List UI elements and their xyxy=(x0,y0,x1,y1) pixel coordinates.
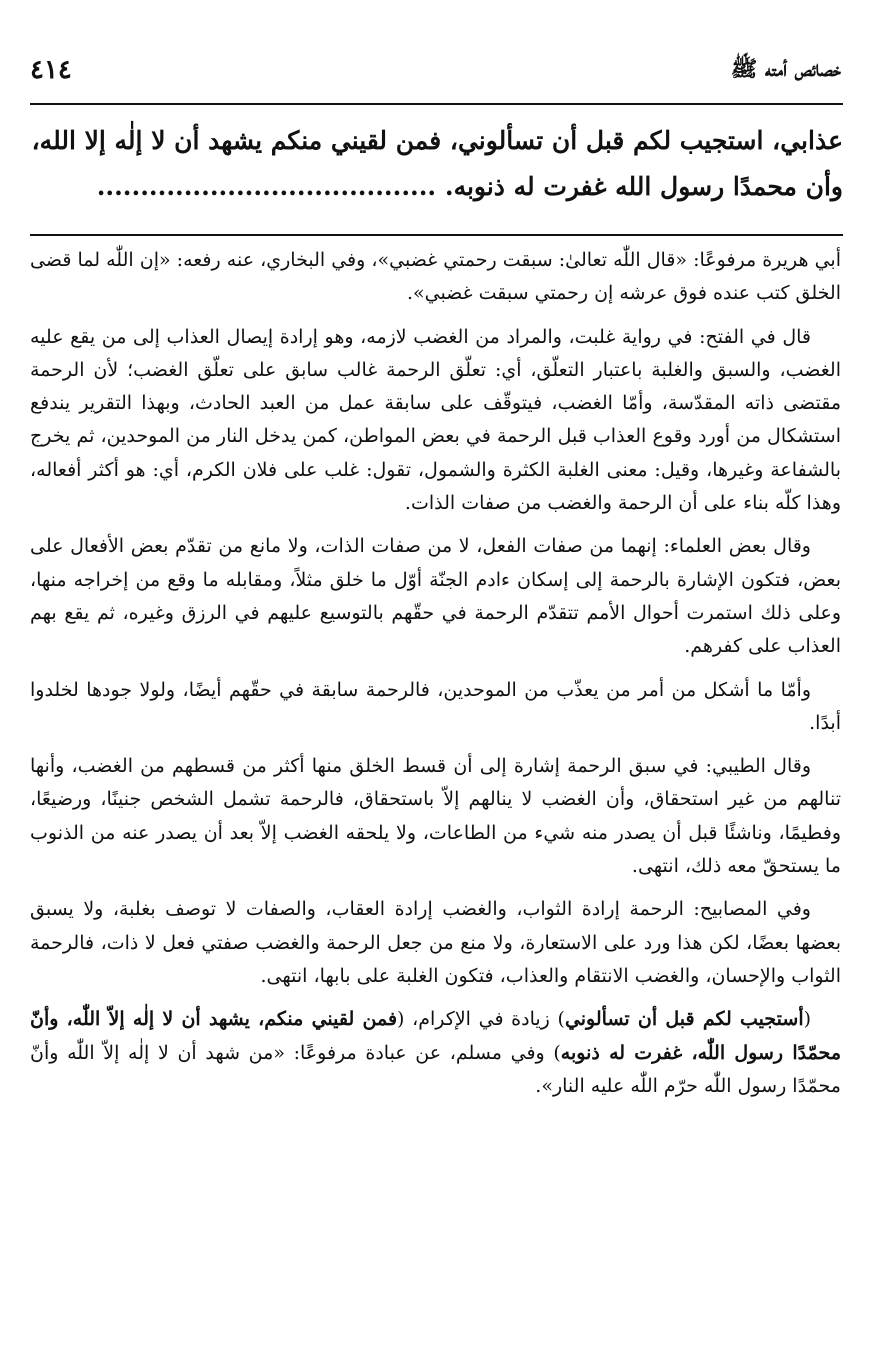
commentary-paragraph: وفي المصابيح: الرحمة إرادة الثواب، والغضب إرادة العقاب، والصفات لا توصف بغلبة، ولا يسبق بعضها بعضًا، لكن هذا ورد على الاستعارة، ولا منع من جعل الرحمة والغضب صفتي فعل لا ذات، فالرحمة الثواب والإحسان، والغضب الانتقام والعذاب، فتكون الغلبة على بابها، انتهى. xyxy=(30,898,841,987)
matn-commentary-divider xyxy=(30,234,843,236)
running-title: خصائص أمته ﷺ xyxy=(730,56,841,82)
commentary-text xyxy=(30,244,841,1113)
header-divider xyxy=(30,103,843,105)
commentary-paragraph: قال في الفتح: في رواية غلبت، والمراد من الغضب لازمه، وهو إرادة إيصال العذاب إلى من يقع عليه الغضب، والسبق والغلبة باعتبار التعلّق، أي: تعلّق الرحمة غالب سابق على تعلّق الغضب؛ لأن الرحمة مقتضى ذاته المقدّسة، وأمّا الغضب، فيتوقّف على سابقة عمل من العبد الحادث، وبهذا التقرير يندفع استشكال من أورد وقوع العذاب قبل الرحمة في بعض المواطن، كمن يدخل النار من الموحدين، ثم يخرج بالشفاعة وغيرها، وقيل: معنى الغلبة الكثرة والشمول، تقول: غلب على فلان الكرم، أي: هو أكثر أفعاله، وهذا كلّه بناء على أن الرحمة والغضب من صفات الذات. xyxy=(30,325,841,515)
matn-text xyxy=(30,118,843,210)
page-header xyxy=(30,55,841,95)
commentary-paragraph xyxy=(30,1003,841,1103)
dotted-leader: ....................................... xyxy=(96,172,437,201)
commentary-paragraph: وأمّا ما أشكل من أمر من يعذّب من الموحدين، فالرحمة سابقة في حقّهم أيضًا، ولولا جودها لخلدوا أبدًا. xyxy=(30,678,841,734)
commentary-paragraph: وقال بعض العلماء: إنهما من صفات الفعل، لا من صفات الذات، ولا مانع من تقدّم بعض الأفعال على بعض، فتكون الإشارة بالرحمة إلى إسكان ءادم الجنّة أوّل ما خلق مثلاً، ومقابله ما وقع من إخراجه منها، وعلى ذلك استمرت أحوال الأمم تتقدّم الرحمة في حقّهم بالتوسيع عليهم في الرزق وغيره، ثم يقع بهم العذاب على كفرهم. xyxy=(30,535,841,658)
paren: ( xyxy=(803,1008,812,1031)
matn-line-2 xyxy=(30,164,843,210)
commentary-inline: ) وفي مسلم، عن عبادة مرفوعًا: «من شهد أن لا إلٰه إلاّ اللّٰه وأنّ محمّدًا رسول اللّٰه حرّم اللّٰه عليه النار». xyxy=(30,1041,841,1097)
matn-line-1: عذابي، استجيب لكم قبل أن تسألوني، فمن لقيني منكم يشهد أن لا إلٰه إلا الله، xyxy=(31,126,843,155)
page-number: ٤١٤ xyxy=(30,55,72,85)
commentary-paragraph: أبي هريرة مرفوعًا: «قال اللّٰه تعالىٰ: سبقت رحمتي غضبي»، وفي البخاري، عنه رفعه: «إن اللّٰه لما قضى الخلق كتب عنده فوق عرشه إن رحمتي سبقت غضبي». xyxy=(30,249,841,305)
quoted-matn: فمن لقيني منكم، يشهد أن لا إلٰه إلاّ اللّٰه، وأنّ محمّدًا رسول اللّٰه، غفرت له ذنوبه xyxy=(30,1008,841,1064)
quoted-matn: أستجيب لكم قبل أن تسألوني xyxy=(564,1008,804,1031)
commentary-paragraph: وقال الطيبي: في سبق الرحمة إشارة إلى أن قسط الخلق منها أكثر من قسطهم من الغضب، وأنها تنالهم من غير استحقاق، وأن الغضب لا ينالهم إلاّ باستحقاق، فالرحمة تشمل الشخص جنينًا، ورضيعًا، وفطيمًا، وناشئًا قبل أن يصدر منه شيء من الطاعات، ولا يلحقه الغضب إلاّ بعد أن يصدر عنه من الذنوب ما يستحقّ معه ذلك، انتهى. xyxy=(30,755,841,878)
matn-line-2-text: وأن محمدًا رسول الله غفرت له ذنوبه. xyxy=(444,172,843,201)
commentary-inline: ) زيادة في الإكرام، ( xyxy=(397,1008,565,1031)
